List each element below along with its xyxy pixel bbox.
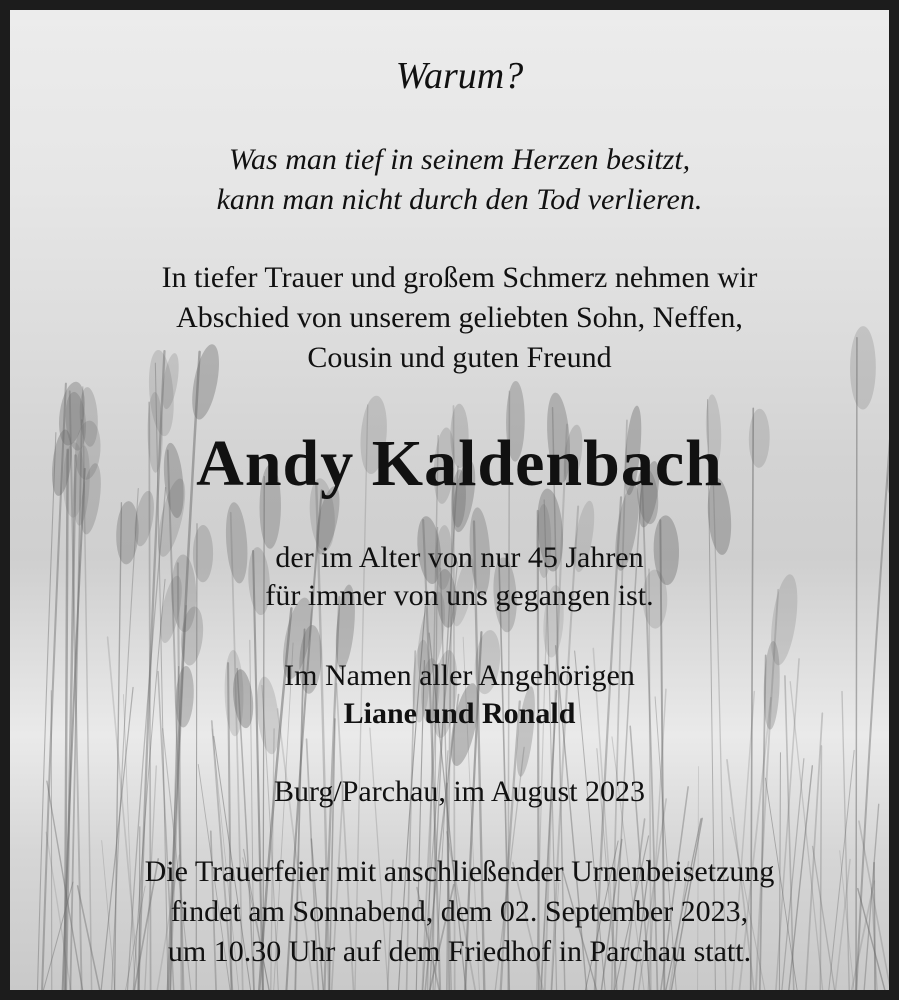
intro-line-3: Cousin und guten Freund — [307, 341, 612, 374]
signature-intro: Im Namen aller Angehörigen — [284, 659, 635, 692]
age-line-1: der im Alter von nur 45 Jahren — [275, 541, 644, 574]
place-date: Burg/Parchau, im August 2023 — [273, 775, 646, 808]
age-line-2: für immer von uns gegangen ist. — [265, 579, 654, 612]
deceased-name: Andy Kaldenbach — [196, 427, 723, 500]
funeral-info-line-1: Die Trauerfeier mit anschließender Urnenbeisetzung — [144, 855, 775, 888]
signature-names: Liane und Ronald — [343, 697, 576, 730]
intro-line-1: In tiefer Trauer und großem Schmerz nehmen wir — [161, 261, 758, 294]
intro-line-2: Abschied von unserem geliebten Sohn, Neffen, — [176, 301, 743, 334]
funeral-info-line-3: um 10.30 Uhr auf dem Friedhof in Parchau statt. — [167, 935, 752, 968]
funeral-info-line-2: findet am Sonnabend, dem 02. September 2023, — [170, 895, 749, 928]
quote-line-2: kann man nicht durch den Tod verlieren. — [216, 183, 703, 216]
quote-line-1: Was man tief in seinem Herzen besitzt, — [228, 143, 691, 176]
motto-heading: Warum? — [395, 55, 524, 97]
